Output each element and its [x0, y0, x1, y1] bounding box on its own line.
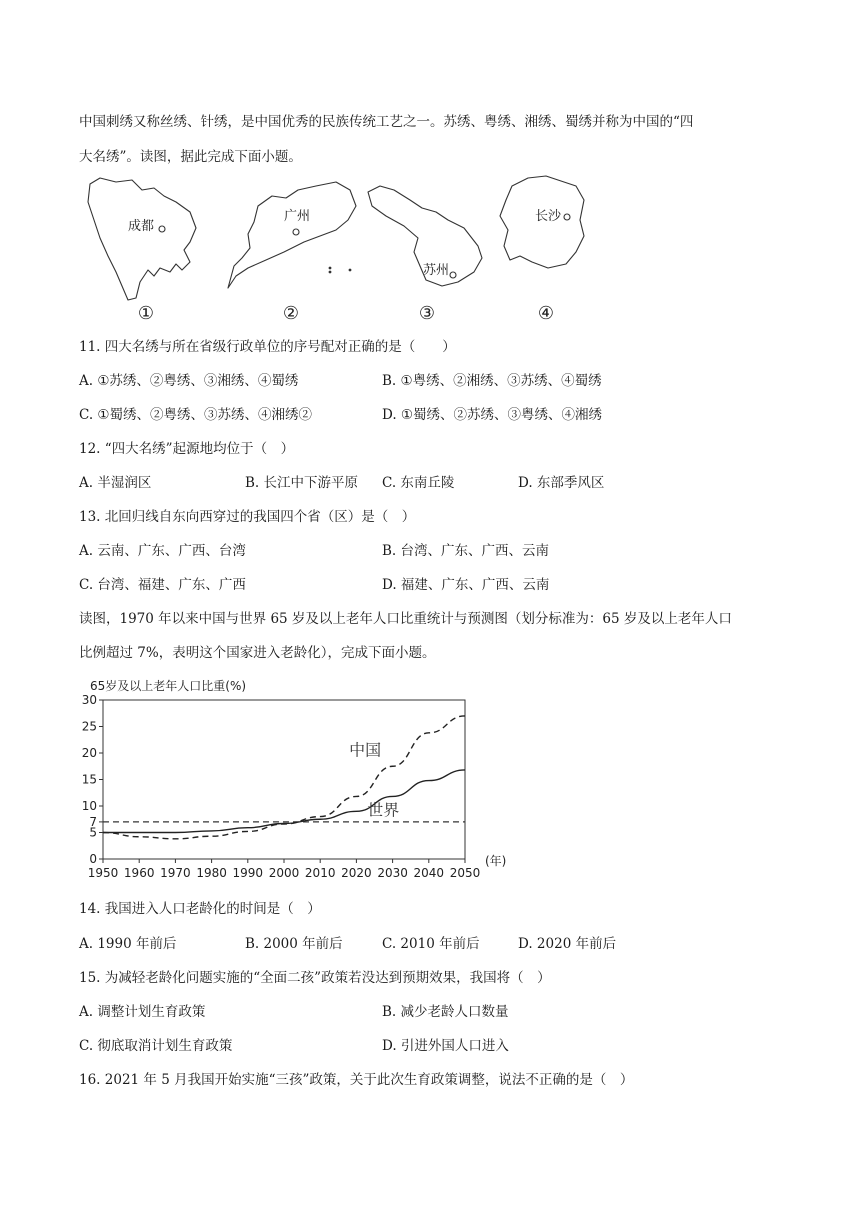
guangdong-outline: [228, 182, 356, 288]
q14-stem: 14. 我国进入人口老龄化的时间是（ ）: [79, 901, 321, 917]
q13-option-c[interactable]: C. 台湾、福建、广东、广西: [79, 577, 246, 593]
q11-option-a[interactable]: A. ①苏绣、②粤绣、③湘绣、④蜀绣: [79, 373, 299, 389]
y-tick-label: 10: [81, 799, 97, 813]
series-line-china: [103, 716, 465, 839]
x-tick-label: 2020: [341, 866, 372, 880]
q15-option-c[interactable]: C. 彻底取消计划生育政策: [79, 1038, 233, 1054]
q14-option-a[interactable]: A. 1990 年前后: [79, 936, 177, 952]
q11-option-d[interactable]: D. ①蜀绣、②苏绣、③粤绣、④湘绣: [382, 407, 603, 423]
q13-option-b[interactable]: B. 台湾、广东、广西、云南: [382, 543, 550, 559]
y-tick-label: 15: [81, 772, 97, 787]
q12-option-c[interactable]: C. 东南丘陵: [382, 475, 455, 491]
intro1-line1: 中国刺绣又称丝绣、针绣，是中国优秀的民族传统工艺之一。苏绣、粤绣、湘绣、蜀绣并称为中国的“四: [79, 114, 694, 130]
q13-stem: 13. 北回归线自东向西穿过的我国四个省（区）是（ ）: [79, 509, 416, 525]
chart-title: 65岁及以上老年人口比重(%): [90, 679, 247, 693]
x-tick-label: 2050: [449, 866, 481, 880]
province-maps: [80, 172, 620, 324]
q13-option-a[interactable]: A. 云南、广东、广西、台湾: [79, 543, 246, 559]
city-changsha: 长沙: [535, 209, 562, 224]
x-tick-label: 1980: [196, 866, 227, 880]
suzhou-marker: [450, 272, 456, 278]
q12-option-b[interactable]: B. 长江中下游平原: [245, 475, 359, 491]
q12-option-a[interactable]: A. 半湿润区: [79, 475, 152, 491]
q12-stem: 12. “四大名绣”起源地均位于（ ）: [79, 441, 295, 457]
city-chengdu: 成都: [128, 219, 155, 234]
y-tick-label: 30: [81, 693, 97, 707]
chengdu-marker: [159, 226, 165, 232]
q15-option-b[interactable]: B. 减少老龄人口数量: [382, 1004, 509, 1020]
series-label-world: 世界: [367, 800, 400, 820]
q14-option-b[interactable]: B. 2000 年前后: [245, 936, 343, 952]
intro1-line2: 大名绣”。读图，据此完成下面小题。: [79, 149, 302, 165]
y-tick-label: 0: [89, 852, 97, 866]
y-tick-label: 25: [81, 719, 97, 734]
x-tick-label: 2000: [268, 866, 300, 880]
changsha-marker: [564, 214, 570, 220]
q16-stem: 16. 2021 年 5 月我国开始实施“三孩”政策，关于此次生育政策调整，说法不正确的是（ ）: [79, 1072, 634, 1088]
x-unit-label: (年): [485, 854, 507, 868]
q11-option-c[interactable]: C. ①蜀绣、②粤绣、③苏绣、④湘绣②: [79, 407, 313, 423]
map-num-1: ①: [137, 303, 155, 324]
x-tick-label: 2010: [304, 866, 336, 880]
q14-option-c[interactable]: C. 2010 年前后: [382, 936, 480, 952]
x-tick-label: 1960: [123, 866, 155, 880]
q12-option-d[interactable]: D. 东部季风区: [518, 475, 605, 491]
city-suzhou: 苏州: [423, 263, 450, 278]
q14-option-d[interactable]: D. 2020 年前后: [518, 936, 617, 952]
sichuan-outline: [88, 178, 196, 300]
map-num-4: ④: [537, 303, 555, 324]
q11-stem: 11. 四大名绣与所在省级行政单位的序号配对正确的是（ ）: [79, 339, 456, 355]
intro2-line1: 读图，1970 年以来中国与世界 65 岁及以上老年人口比重统计与预测图（划分标准为：65 岁及以上老年人口: [79, 611, 732, 627]
y-tick-label: 5: [89, 825, 97, 840]
q15-option-a[interactable]: A. 调整计划生育政策: [79, 1004, 206, 1020]
city-guangzhou: 广州: [284, 209, 311, 224]
q11-option-b[interactable]: B. ①粤绣、②湘绣、③苏绣、④蜀绣: [382, 373, 602, 389]
aging-population-chart: [78, 672, 518, 884]
map-num-3: ③: [418, 303, 436, 324]
map-num-2: ②: [282, 303, 300, 324]
q15-option-d[interactable]: D. 引进外国人口进入: [382, 1038, 509, 1054]
q15-stem: 15. 为减轻老龄化问题实施的“全面二孩”政策若没达到预期效果，我国将（ ）: [79, 970, 551, 986]
chart-plot-frame: [103, 700, 465, 859]
intro2-line2: 比例超过 7%，表明这个国家进入老龄化），完成下面小题。: [79, 645, 436, 661]
x-tick-label: 2030: [377, 866, 408, 880]
x-tick-label: 2040: [413, 866, 445, 880]
q13-option-d[interactable]: D. 福建、广东、广西、云南: [382, 577, 550, 593]
guangzhou-marker: [293, 229, 299, 235]
x-tick-label: 1990: [232, 866, 264, 880]
y-tick-label: 7: [89, 814, 97, 829]
x-tick-label: 1970: [160, 866, 191, 880]
x-tick-label: 1950: [87, 866, 119, 880]
series-line-world: [103, 770, 465, 833]
y-tick-label: 20: [81, 746, 97, 760]
series-label-china: 中国: [349, 740, 382, 760]
